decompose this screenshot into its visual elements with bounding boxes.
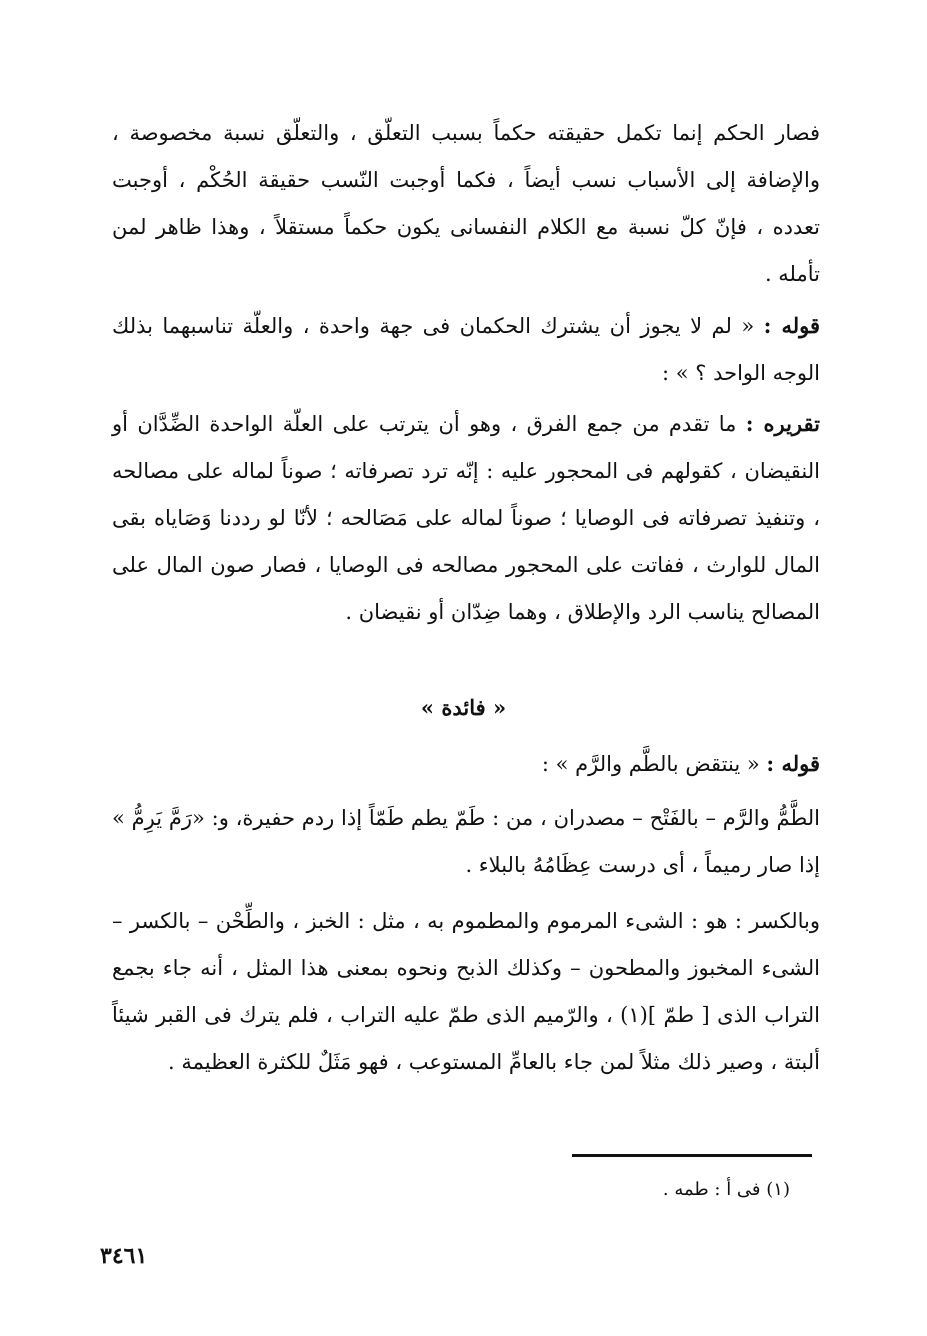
paragraph-3-lead: تقريره : <box>745 411 820 436</box>
paragraph-5: الطَّمُّ والرَّم – بالفَتْح – مصدران ، من : طَمّ يطم طَمّاً إذا ردم حفيرة، و: «رَمَّ يَرِمُّ » إذا صار رميماً ، أى درست عِظَامُهُ بالبلاء . <box>112 806 820 877</box>
footnote-divider <box>572 1154 812 1157</box>
paragraph-1: فصار الحكم إنما تكمل حقيقته حكماً بسبب التعلّق ، والتعلّق نسبة مخصوصة ، والإضافة إلى الأسباب نسب أيضاً ، فكما أوجبت النّسب حقيقة الحُكْم ، أوجبت تعدده ، فإنّ كلّ نسبة مع الكلام النفسانى يكون حكماً مستقلاً ، وهذا ظاهر لمن تأمله . <box>112 121 820 286</box>
paragraph-2 <box>112 302 820 397</box>
paragraph-6: وبالكسر : هو : الشىء المرموم والمطموم به ، مثل : الخبز ، والطِّحْن – بالكسر – الشىء المخبوز والمطحون – وكذلك الذبح ونحوه بمعنى هذا المثل ، أنه جاء بجمع التراب الذى [ طمّ ](١) ، والرّميم الذى طمّ عليه التراب ، فلم يترك فى القبر شيئاً ألبتة ، وصير ذلك مثلاً لمن جاء بالعامِّ المستوعب ، فهو مَثَلٌ للكثرة العظيمة . <box>112 909 820 1074</box>
paragraph-2-lead: قوله : <box>763 313 821 338</box>
paragraph-4-body: « ينتقض بالطَّم والرَّم » : <box>541 752 767 776</box>
footnote: (١) فى أ : طمه . <box>662 1179 790 1200</box>
page-number: ٣٤٦١ <box>100 1243 148 1269</box>
paragraph-2-body: « لم لا يجوز أن يشترك الحكمان فى جهة واحدة ، والعلّة تناسبهما بذلك الوجه الواحد ؟ » : <box>112 314 820 385</box>
section-heading: « فائدة » <box>420 695 507 720</box>
paragraph-4-lead: قوله : <box>766 751 820 776</box>
paragraph-4 <box>112 740 820 788</box>
paragraph-3-body: ما تقدم من جمع الفرق ، وهو أن يترتب على العلّة الواحدة الضِّدَّان أو النقيضان ، كقولهم فى المحجور عليه : إنّه ترد تصرفاته ؛ صوناً لماله على مصالحه ، وتنفيذ تصرفاته فى الوصايا ؛ صوناً لماله على مَصَالحه ؛ لأنّا لو رددنا وَصَاياه بقى المال للوارث ، ففاتت على المحجور مصالحه فى الوصايا ، فصار صون المال على المصالح يناسب الرد والإطلاق ، وهما ضِدّان أو نقيضان . <box>112 412 820 624</box>
paragraph-3 <box>112 400 820 636</box>
